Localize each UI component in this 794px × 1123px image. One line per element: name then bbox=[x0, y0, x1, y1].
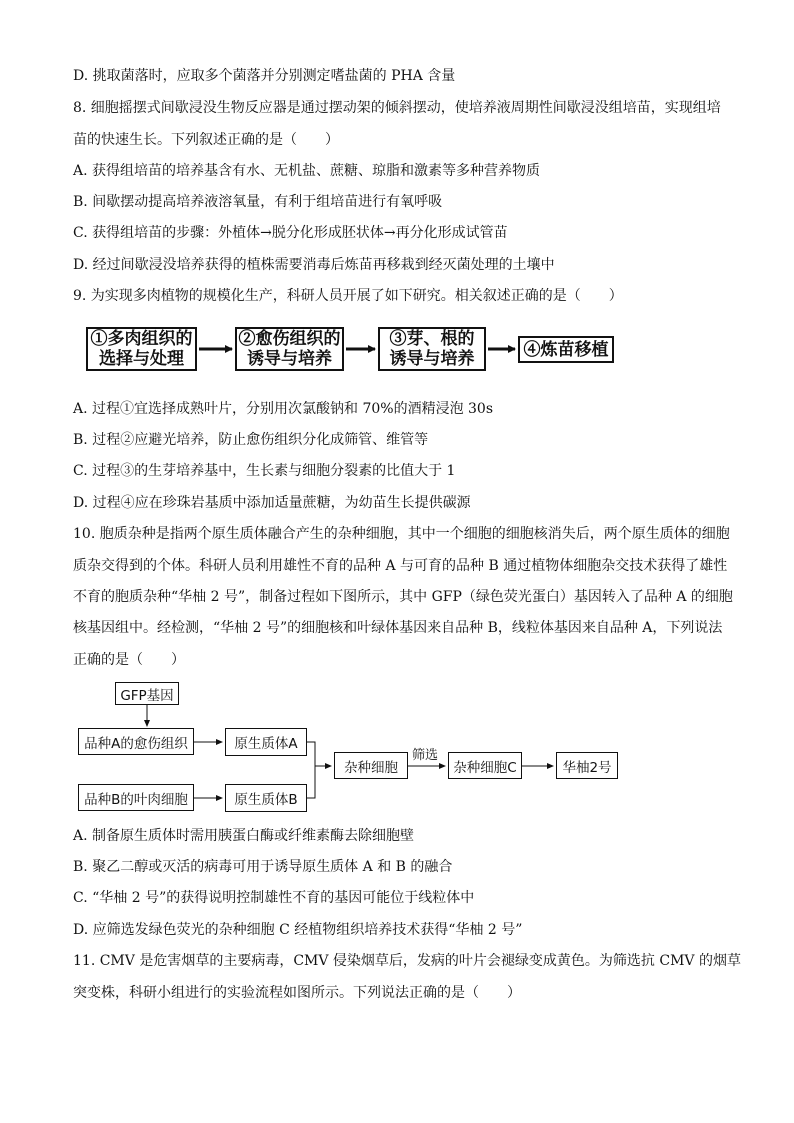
q10-stem-5: 正确的是（ ） bbox=[73, 652, 185, 668]
flow1-step3-line1: ③芽、根的 bbox=[389, 329, 475, 349]
q9-option-c: C. 过程③的生芽培养基中，生长素与细胞分裂素的比值大于 1 bbox=[73, 463, 456, 479]
leaf-b-box: 品种B的叶肉细胞 bbox=[78, 784, 194, 811]
q8-stem-cont: 苗的快速生长。下列叙述正确的是（ ） bbox=[73, 132, 339, 148]
q8-option-d: D. 经过间歇浸没培养获得的植株需要消毒后炼苗再移栽到经灭菌处理的土壤中 bbox=[73, 257, 555, 273]
huayou-2-box: 华柚2号 bbox=[556, 752, 618, 779]
q10-option-d: D. 应筛选发绿色荧光的杂种细胞 C 经植物组织培养技术获得“华柚 2 号” bbox=[73, 922, 523, 938]
protoplast-a-box: 原生质体A bbox=[225, 728, 307, 756]
q10-stem-3: 不育的胞质杂种“华柚 2 号”，制备过程如下图所示，其中 GFP（绿色荧光蛋白）基因转入了品种 A 的细胞 bbox=[73, 589, 733, 605]
flow1-step2-line2: 诱导与培养 bbox=[247, 349, 332, 369]
q11-stem: 11. CMV 是危害烟草的主要病毒，CMV 侵染烟草后，发病的叶片会褪绿变成黄色。为筛选抗 CMV 的烟草 bbox=[73, 953, 741, 969]
q10-option-c: C. “华柚 2 号”的获得说明控制雄性不育的基因可能位于线粒体中 bbox=[73, 890, 475, 906]
q10-option-b: B. 聚乙二醇或灭活的病毒可用于诱导原生质体 A 和 B 的融合 bbox=[73, 859, 453, 875]
hybrid-cell-box: 杂种细胞 bbox=[334, 752, 408, 779]
q10-option-a: A. 制备原生质体时需用胰蛋白酶或纤维素酶去除细胞壁 bbox=[73, 828, 415, 844]
q8-option-b: B. 间歇摆动提高培养液溶氧量，有利于组培苗进行有氧呼吸 bbox=[73, 194, 443, 210]
q9-option-d: D. 过程④应在珍珠岩基质中添加适量蔗糖，为幼苗生长提供碳源 bbox=[73, 495, 471, 511]
hybrid-cell-c-box: 杂种细胞C bbox=[448, 752, 522, 779]
q9-stem: 9. 为实现多肉植物的规模化生产，科研人员开展了如下研究。相关叙述正确的是（ ） bbox=[73, 288, 623, 304]
q8-stem: 8. 细胞摇摆式间歇浸没生物反应器是通过摆动架的倾斜摆动，使培养液周期性间歇浸没组培苗，实现组培 bbox=[73, 100, 721, 116]
q10-stem-2: 质杂交得到的个体。科研人员利用雄性不育的品种 A 与可育的品种 B 通过植物体细胞杂交技术获得了雄性 bbox=[73, 558, 728, 574]
q7-option-d: D. 挑取菌落时，应取多个菌落并分别测定嗜盐菌的 PHA 含量 bbox=[73, 68, 456, 84]
flow1-step1-line2: 选择与处理 bbox=[99, 349, 184, 369]
q10-stem: 10. 胞质杂种是指两个原生质体融合产生的杂种细胞，其中一个细胞的细胞核消失后，两个原生质体的细胞 bbox=[73, 526, 730, 542]
q8-option-a: A. 获得组培苗的培养基含有水、无机盐、蔗糖、琼脂和激素等多种营养物质 bbox=[73, 163, 541, 179]
q8-option-c: C. 获得组培苗的步骤：外植体→脱分化形成胚状体→再分化形成试管苗 bbox=[73, 225, 508, 241]
fusion-bracket-arrow bbox=[307, 742, 331, 798]
gfp-gene-box: GFP基因 bbox=[115, 682, 179, 705]
flow1-step4: ④炼苗移植 bbox=[518, 336, 614, 363]
flow1-step1-line1: ①多肉组织的 bbox=[90, 329, 193, 349]
q10-stem-4: 核基因组中。经检测，“华柚 2 号”的细胞核和叶绿体基因来自品种 B，线粒体基因来自品种 A，下列说法 bbox=[73, 620, 723, 636]
q9-option-a: A. 过程①宜选择成熟叶片，分别用次氯酸钠和 70%的酒精浸泡 30s bbox=[73, 401, 494, 417]
callus-a-box: 品种A的愈伤组织 bbox=[78, 728, 194, 755]
q9-option-b: B. 过程②应避光培养，防止愈伤组织分化成筛管、维管等 bbox=[73, 432, 429, 448]
flow1-step2-line1: ②愈伤组织的 bbox=[238, 329, 341, 349]
screening-label: 筛选 bbox=[412, 748, 439, 763]
protoplast-b-box: 原生质体B bbox=[225, 784, 307, 812]
q11-stem-cont: 突变株，科研小组进行的实验流程如图所示。下列说法正确的是（ ） bbox=[73, 985, 521, 1001]
flow1-step3-line2: 诱导与培养 bbox=[389, 349, 475, 369]
